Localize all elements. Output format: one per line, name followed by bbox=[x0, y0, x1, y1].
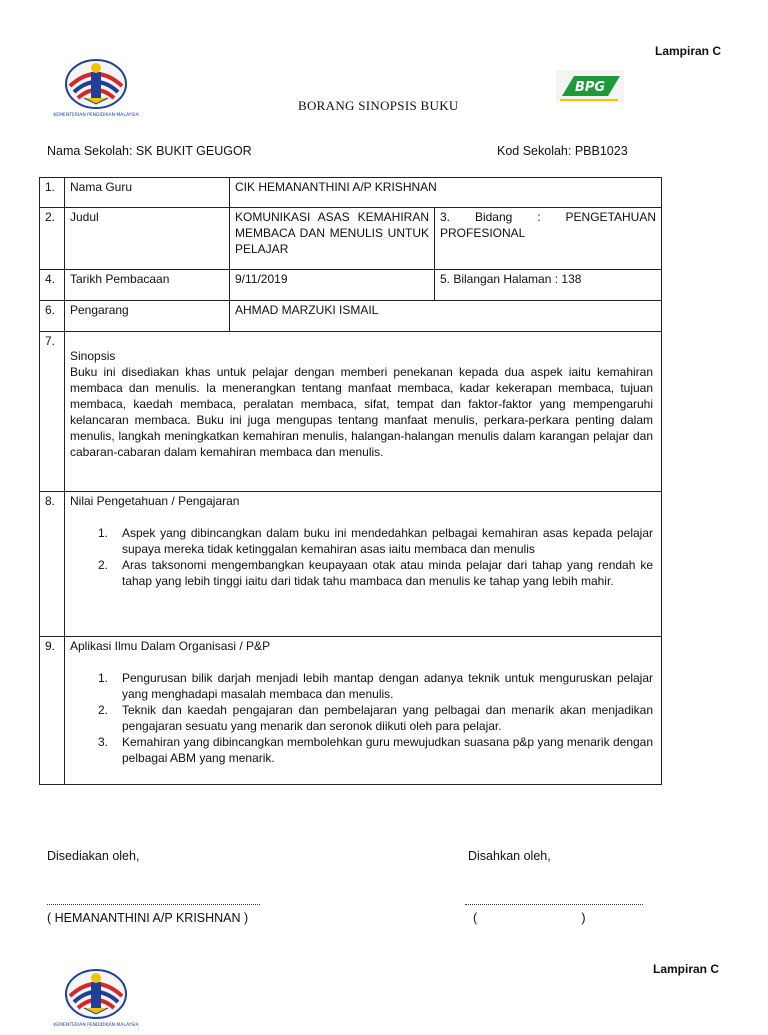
row-nilai bbox=[40, 492, 662, 637]
field-value: AHMAD MARZUKI ISMAIL bbox=[230, 301, 662, 332]
approved-signature-line bbox=[465, 904, 643, 905]
prepared-signature-line bbox=[47, 904, 260, 905]
prepared-by-label: Disediakan oleh, bbox=[47, 849, 140, 863]
list-number: 2. bbox=[98, 703, 109, 717]
list-text: Aspek yang dibincangkan dalam buku ini mendedahkan pelbagai kemahiran asas kepada pelajar supaya mereka tidak ketinggalan kemahiran asas iaitu membaca dan menulis bbox=[122, 526, 654, 556]
list-item bbox=[70, 557, 653, 589]
school-code: Kod Sekolah: PBB1023 bbox=[497, 144, 628, 158]
list-text: Pengurusan bilik darjah menjadi lebih mantap dengan adanya teknik untuk menguruskan pelajar yang menghadapi masalah membaca dan menulis. bbox=[122, 671, 654, 701]
field-label: Nama Guru bbox=[65, 178, 230, 208]
row-number: 6. bbox=[40, 301, 65, 332]
lampiran-label: Lampiran C bbox=[654, 44, 721, 58]
synopsis-form-table bbox=[39, 177, 662, 785]
row-nama-guru bbox=[40, 178, 662, 208]
field-label: Tarikh Pembacaan bbox=[65, 270, 230, 301]
svg-text:KEMENTERIAN PENDIDIKAN MALAYSI: KEMENTERIAN PENDIDIKAN MALAYSIA bbox=[53, 1023, 139, 1028]
row-number: 2. bbox=[40, 208, 65, 270]
aplikasi-cell bbox=[65, 637, 662, 785]
list-text: Aras taksonomi mengembangkan keupayaan otak atau minda pelajar dari tahap yang rendah ke tahap yang lebih tinggi iaitu dari tidak tahu mambaca dan menulis ke tahap yang lebih mahir. bbox=[122, 558, 654, 588]
svg-text:KEMENTERIAN PENDIDIKAN MALAYSI: KEMENTERIAN PENDIDIKAN MALAYSIA bbox=[53, 113, 139, 118]
list-item bbox=[70, 525, 653, 557]
nilai-list bbox=[70, 525, 653, 589]
row-aplikasi bbox=[40, 637, 662, 785]
prepared-by-name: ( HEMANANTHINI A/P KRISHNAN ) bbox=[47, 911, 249, 925]
aplikasi-heading: Aplikasi Ilmu Dalam Organisasi / P&P bbox=[70, 639, 271, 653]
approved-by-label: Disahkan oleh, bbox=[468, 849, 551, 863]
row-number: 1. bbox=[40, 178, 65, 208]
sinopsis-cell bbox=[65, 332, 662, 492]
list-text: Kemahiran yang dibincangkan membolehkan guru mewujudkan suasana p&p yang menarik dengan pelbagai ABM yang menarik. bbox=[122, 735, 654, 765]
row-pengarang bbox=[40, 301, 662, 332]
bpg-logo bbox=[556, 70, 624, 103]
list-number: 1. bbox=[98, 526, 109, 540]
list-item bbox=[70, 702, 653, 734]
list-text: Teknik dan kaedah pengajaran dan pembelajaran yang pelbagai dan menarik akan menjadikan pengajaran sesuatu yang menarik dan seronok diikuti oleh para pelajar. bbox=[122, 703, 654, 733]
school-name: Nama Sekolah: SK BUKIT GEUGOR bbox=[47, 144, 252, 158]
nilai-cell bbox=[65, 492, 662, 637]
row-sinopsis bbox=[40, 332, 662, 492]
page-title: BORANG SINOPSIS BUKU bbox=[298, 98, 459, 113]
list-number: 3. bbox=[98, 735, 109, 749]
ministry-logo-footer bbox=[53, 968, 139, 1028]
field-value: CIK HEMANANTHINI A/P KRISHNAN bbox=[230, 178, 662, 208]
nilai-heading: Nilai Pengetahuan / Pengajaran bbox=[70, 494, 240, 508]
field-value: 9/11/2019 bbox=[230, 270, 435, 301]
row-tarikh bbox=[40, 270, 662, 301]
row-number: 9. bbox=[40, 637, 65, 785]
list-item bbox=[70, 734, 653, 766]
ministry-logo bbox=[53, 58, 139, 120]
list-number: 2. bbox=[98, 558, 109, 572]
field-value: KOMUNIKASI ASAS KEMAHIRAN MEMBACA DAN MENULIS UNTUK PELAJAR bbox=[230, 208, 435, 270]
approved-by-name: ( ) bbox=[473, 911, 586, 925]
field-label: Judul bbox=[65, 208, 230, 270]
row-number: 8. bbox=[40, 492, 65, 637]
sinopsis-heading: Sinopsis bbox=[70, 349, 116, 363]
sinopsis-text: Buku ini disediakan khas untuk pelajar dengan memberi penekanan kepada dua aspek iaitu kemahiran membaca dan menulis. Ia menerangkan tentang manfaat membaca, kadar kekerapan membaca, tujuan membaca, kaedah membaca, peralatan membaca, sifat, tempat dan faktor-faktor yang mempengaruhi kelancaran membaca. Buku ini juga mengupas tentang manfaat menulis, perkara-perkara penting dalam menulis, langkah meningkatkan kemahiran menulis, halangan-halangan menulis dalam karangan pelajar dan cabaran-cabaran dalam kemahiran membaca dan menulis. bbox=[70, 365, 654, 459]
field-label: Pengarang bbox=[65, 301, 230, 332]
list-number: 1. bbox=[98, 671, 109, 685]
aplikasi-list bbox=[70, 670, 653, 766]
row-judul bbox=[40, 208, 662, 270]
list-item bbox=[70, 670, 653, 702]
svg-text:BPG: BPG bbox=[574, 80, 606, 95]
footer-lampiran-label: Lampiran C bbox=[652, 962, 719, 976]
field-bilangan-halaman: 5. Bilangan Halaman : 138 bbox=[435, 270, 662, 301]
row-number: 4. bbox=[40, 270, 65, 301]
row-number: 7. bbox=[40, 332, 65, 492]
field-bidang: 3. Bidang : PENGETAHUAN PROFESIONAL bbox=[435, 208, 662, 270]
